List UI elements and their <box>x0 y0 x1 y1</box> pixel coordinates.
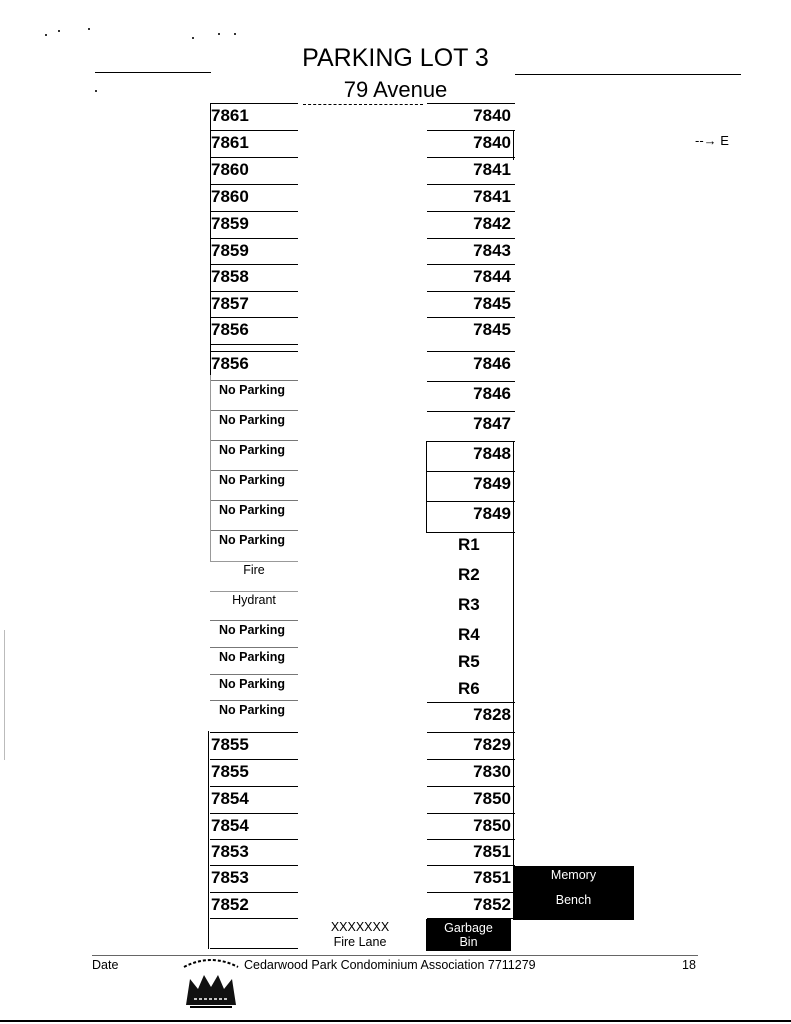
stall-line <box>427 501 515 502</box>
stall-line <box>427 813 515 814</box>
title-rule-left <box>95 72 211 73</box>
garbage-bin <box>426 919 511 951</box>
stall-line <box>427 184 515 185</box>
left-stall: 7856 <box>211 354 249 373</box>
stall-line <box>427 532 515 533</box>
right-stall: 7852 <box>473 895 511 914</box>
left-stall: 7853 <box>211 868 249 887</box>
stall-line <box>210 344 298 345</box>
bench-label: Bench <box>555 893 592 907</box>
no-parking-label: No Parking <box>219 623 285 637</box>
np-line <box>210 700 298 701</box>
stall-line <box>210 786 298 787</box>
stall-line <box>427 291 515 292</box>
right-stall: 7828 <box>473 705 511 724</box>
margin-mark <box>4 630 5 760</box>
left-stall: 7861 <box>211 106 249 125</box>
left-stall: 7858 <box>211 267 249 286</box>
stall-line <box>427 211 515 212</box>
reserved-stall: R1 <box>458 535 480 554</box>
right-stall: 7850 <box>473 816 511 835</box>
left-stall-edge <box>208 731 209 949</box>
stall-line <box>210 184 298 185</box>
right-stall: 7847 <box>473 414 511 433</box>
stall-line <box>210 865 298 866</box>
stall-line <box>427 759 515 760</box>
no-parking-label: No Parking <box>219 533 285 547</box>
stall-line <box>427 411 515 412</box>
stall-line <box>427 381 515 382</box>
no-parking-label: No Parking <box>219 413 285 427</box>
left-stall: 7855 <box>211 735 249 754</box>
right-stall: 7842 <box>473 214 511 233</box>
stall-line <box>427 264 515 265</box>
right-box-edge <box>426 441 427 533</box>
association-logo <box>180 955 242 1010</box>
right-stall: 7851 <box>473 842 511 861</box>
stall-line <box>210 759 298 760</box>
stall-line <box>427 702 515 703</box>
np-line <box>210 674 298 675</box>
left-stall: 7853 <box>211 842 249 861</box>
right-stall: 7845 <box>473 294 511 313</box>
right-stall: 7848 <box>473 444 511 463</box>
stall-line <box>427 157 515 158</box>
np-edge <box>210 375 211 562</box>
np-line <box>210 500 298 501</box>
page-title: PARKING LOT 3 <box>302 44 489 72</box>
no-parking-label: No Parking <box>219 503 285 517</box>
no-parking-label: No Parking <box>219 650 285 664</box>
date-label: Date <box>92 958 119 972</box>
left-stall: 7852 <box>211 895 249 914</box>
np-line <box>210 591 298 592</box>
stall-line <box>210 291 298 292</box>
stall-line <box>210 130 298 131</box>
reserved-stall: R5 <box>458 652 480 671</box>
fire-lane-marks: XXXXXXX <box>330 920 390 934</box>
right-stall: 7840 <box>473 133 511 152</box>
np-line <box>210 410 298 411</box>
title-rule-right <box>515 74 741 75</box>
stall-line <box>427 865 515 866</box>
memory-label: Memory <box>550 868 597 882</box>
stall-line <box>427 130 515 131</box>
right-stall: 7829 <box>473 735 511 754</box>
stall-line <box>210 157 298 158</box>
stall-line <box>427 786 515 787</box>
np-line <box>210 561 298 562</box>
np-line <box>210 380 298 381</box>
garbage-label: Garbage <box>444 921 493 935</box>
left-stall: 7860 <box>211 160 249 179</box>
right-stall: 7851 <box>473 868 511 887</box>
stall-line <box>210 839 298 840</box>
stall-line <box>427 103 515 104</box>
right-stall: 7844 <box>473 267 511 286</box>
left-stall: 7857 <box>211 294 249 313</box>
no-parking-label: No Parking <box>219 677 285 691</box>
stall-line <box>427 471 515 472</box>
left-stall: 7860 <box>211 187 249 206</box>
no-parking-label: No Parking <box>219 703 285 717</box>
stall-line <box>427 441 515 442</box>
page-number: 18 <box>682 958 696 972</box>
left-stall: 7859 <box>211 241 249 260</box>
page-subtitle: 79 Avenue <box>343 77 448 102</box>
right-stall: 7840 <box>473 106 511 125</box>
no-parking-label: No Parking <box>219 383 285 397</box>
east-direction: --→ E <box>695 133 729 148</box>
reserved-stall: R4 <box>458 625 480 644</box>
fire-lane-label: Fire Lane <box>333 935 387 949</box>
stall-line <box>210 238 298 239</box>
reserved-edge <box>513 532 514 702</box>
no-parking-label: No Parking <box>219 473 285 487</box>
np-line <box>210 647 298 648</box>
stall-line <box>427 839 515 840</box>
right-stall: 7846 <box>473 354 511 373</box>
left-stall: 7855 <box>211 762 249 781</box>
stall-line <box>210 211 298 212</box>
stall-line <box>210 813 298 814</box>
right-box-edge <box>513 441 514 533</box>
association-name: Cedarwood Park Condominium Association 7711279 <box>244 958 536 972</box>
np-line <box>210 470 298 471</box>
stall-line <box>210 317 298 318</box>
stall-line <box>427 238 515 239</box>
bottom-edge <box>0 1020 791 1022</box>
np-line <box>210 530 298 531</box>
road-edge-dashed <box>303 104 423 105</box>
stall-line <box>210 948 298 949</box>
left-stall: 7854 <box>211 789 249 808</box>
reserved-stall: R2 <box>458 565 480 584</box>
np-line <box>210 620 298 621</box>
left-stall: 7861 <box>211 133 249 152</box>
right-stall: 7846 <box>473 384 511 403</box>
left-stall: 7854 <box>211 816 249 835</box>
right-stall: 7843 <box>473 241 511 260</box>
stall-line <box>427 351 515 352</box>
stall-line <box>210 351 298 352</box>
bin-label: Bin <box>459 935 478 949</box>
left-stall: 7856 <box>211 320 249 339</box>
np-line <box>210 440 298 441</box>
left-stall-edge <box>210 103 211 375</box>
memory-bench <box>513 866 634 920</box>
right-stall: 7841 <box>473 187 511 206</box>
right-stall: 7849 <box>473 504 511 523</box>
stall-line <box>427 892 515 893</box>
right-stall: 7845 <box>473 320 511 339</box>
stall-line <box>210 732 298 733</box>
hydrant-label: Hydrant <box>232 593 276 607</box>
stall-line <box>210 918 298 919</box>
left-stall: 7859 <box>211 214 249 233</box>
right-stall: 7849 <box>473 474 511 493</box>
reserved-stall: R3 <box>458 595 480 614</box>
right-stall: 7841 <box>473 160 511 179</box>
stall-line <box>210 892 298 893</box>
fire-label: Fire <box>243 563 265 577</box>
stall-line <box>210 264 298 265</box>
stall-line <box>427 732 515 733</box>
right-edge <box>513 130 514 160</box>
no-parking-label: No Parking <box>219 443 285 457</box>
stall-line <box>427 317 515 318</box>
right-stall: 7830 <box>473 762 511 781</box>
stall-line <box>210 103 298 104</box>
reserved-stall: R6 <box>458 679 480 698</box>
right-stall: 7850 <box>473 789 511 808</box>
